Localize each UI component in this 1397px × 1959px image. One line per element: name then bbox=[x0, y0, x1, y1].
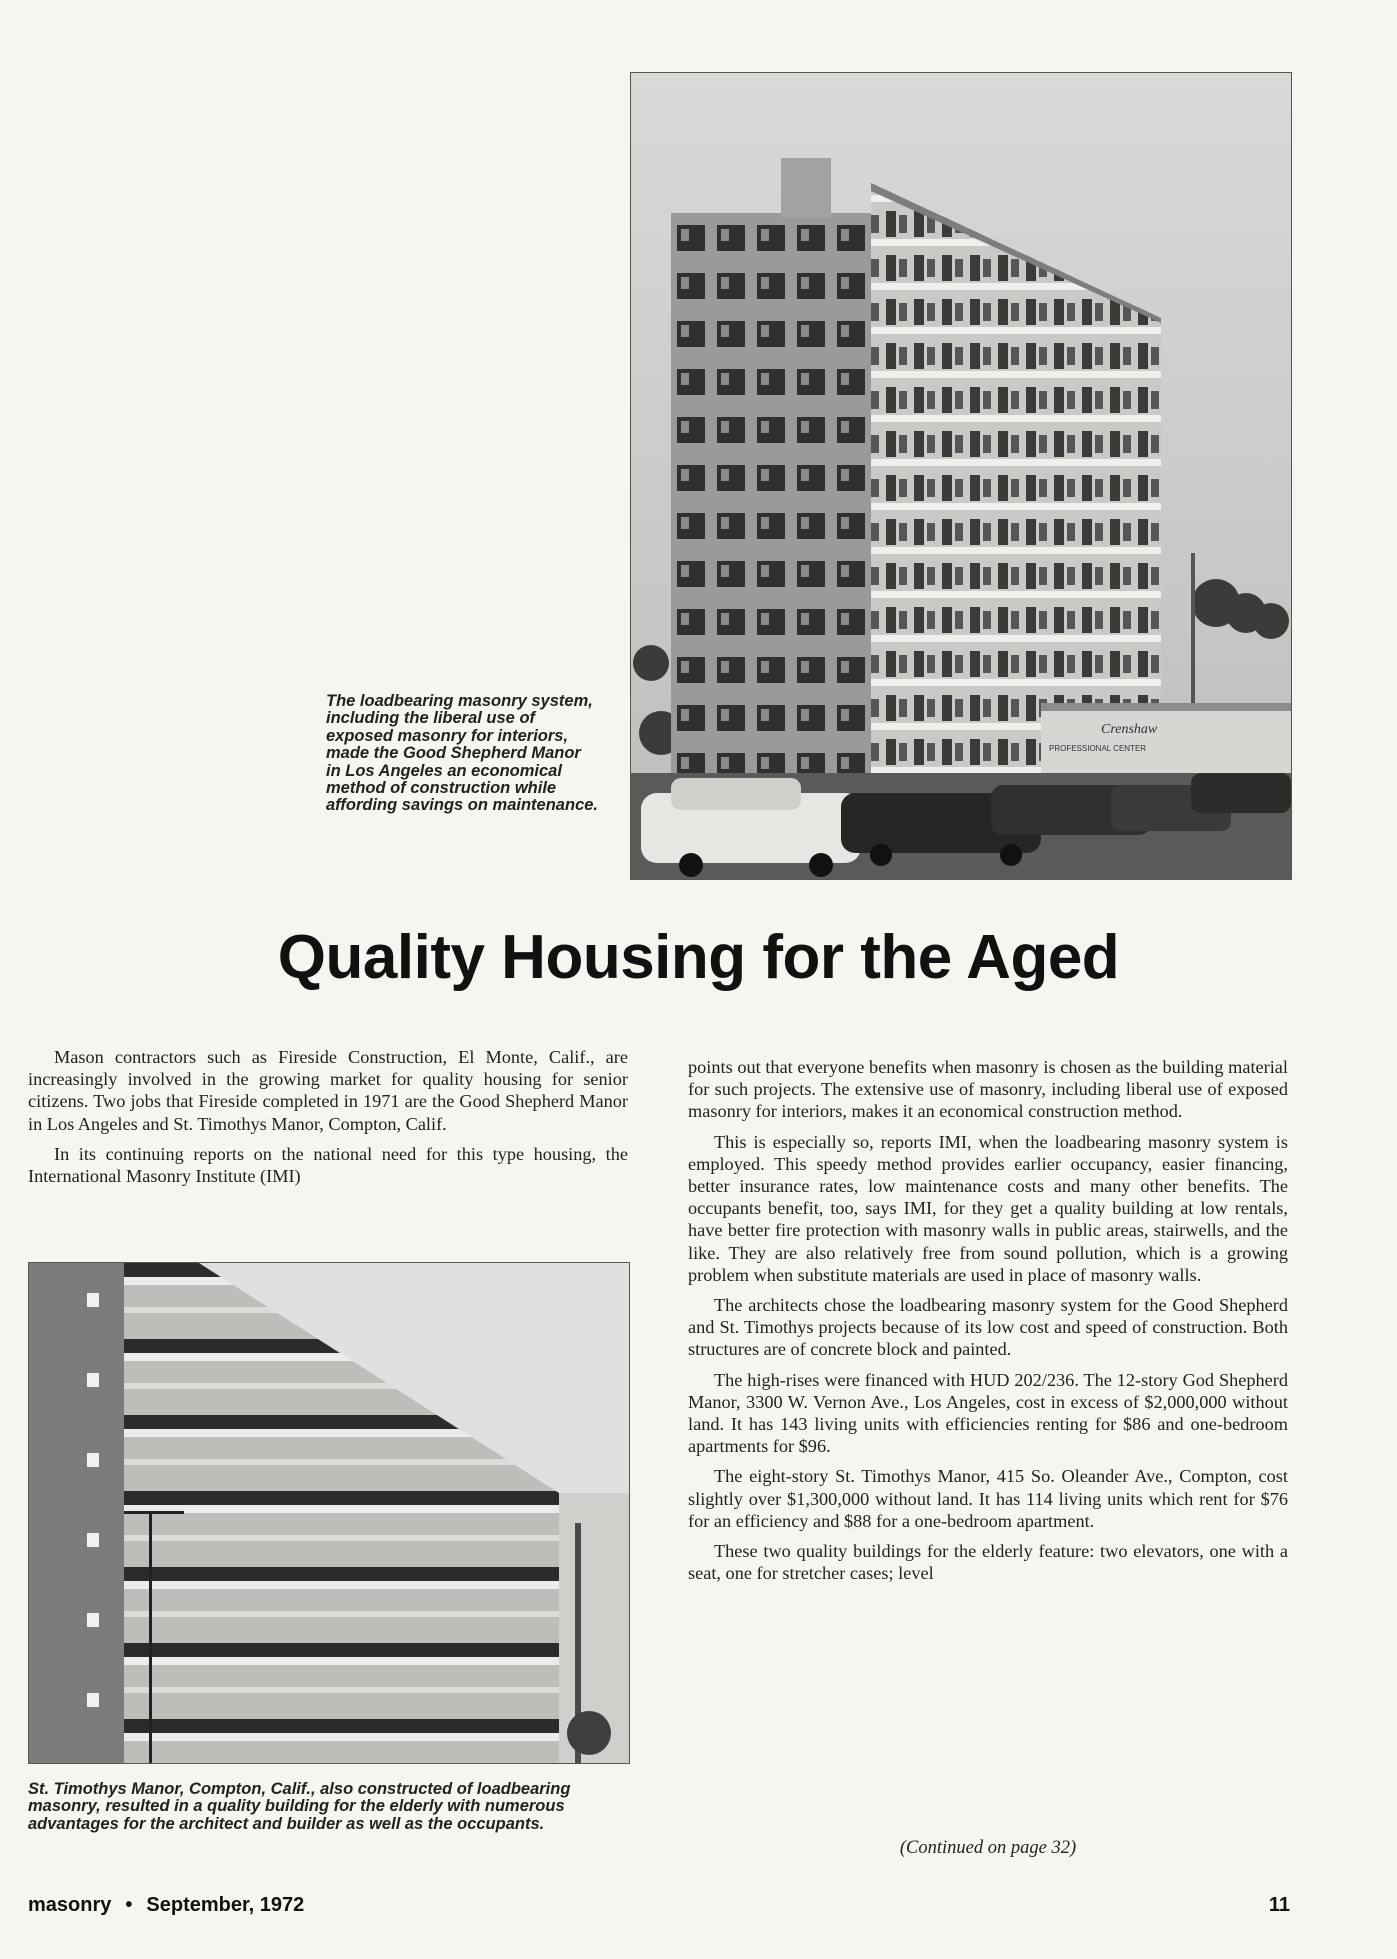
paragraph: The eight-story St. Timothys Manor, 415 So. Oleander Ave., Compton, cost slightly over $1,300,000 without land. It has 114 living units which rent for $76 for an efficiency and $88 for a one-bedroom apartment. bbox=[688, 1466, 1288, 1531]
left-column bbox=[28, 1046, 628, 1195]
paragraph: The high-rises were financed with HUD 202/236. The 12-story God Shepherd Manor, 3300 W. Vernon Ave., Los Angeles, cost in excess of $2,000,000 without land. It has 143 living units with efficiencies renting for $86 and one-bedroom apartments for $96. bbox=[688, 1369, 1288, 1457]
right-column bbox=[688, 1056, 1288, 1592]
paragraph: In its continuing reports on the national need for this type housing, the International Masonry Institute (IMI) bbox=[28, 1143, 628, 1187]
paragraph: This is especially so, reports IMI, when the loadbearing masonry system is employed. This speedy method provides earlier occupancy, easier financing, better insurance rates, low maintenance costs and many other benefits. The occupants benefit, too, says IMI, for they get a quality building at low rentals, have better fire protection with masonry walls in public areas, stairwells, and the like. They are also relatively free from sound pollution, which is a growing problem when substitute materials are used in place of masonry walls. bbox=[688, 1131, 1288, 1285]
bottom-photo-caption: St. Timothys Manor, Compton, Calif., also constructed of loadbearing masonry, resulted in a quality building for the elderly with numerous advantages for the architect and builder as well as the occupants. bbox=[28, 1780, 571, 1833]
good-shepherd-manor-image bbox=[631, 73, 1291, 879]
footer-bullet: • bbox=[125, 1894, 133, 1916]
magazine-name: masonry bbox=[28, 1894, 112, 1916]
good-shepherd-manor-photo bbox=[630, 72, 1292, 880]
sign-text: Crenshaw bbox=[1101, 722, 1158, 737]
st-timothys-manor-photo bbox=[28, 1262, 630, 1764]
page-number: 11 bbox=[1268, 1894, 1290, 1916]
top-photo-caption: The loadbearing masonry system, including the liberal use of exposed masonry for interiors, made the Good Shepherd Manor in Los Angeles an economical method of construction while affording savings on maintenance. bbox=[326, 692, 599, 815]
article-headline: Quality Housing for the Aged bbox=[277, 923, 1120, 992]
page-footer bbox=[28, 1894, 1290, 1924]
paragraph: Mason contractors such as Fireside Construction, El Monte, Calif., are increasingly involved in the growing market for quality housing for senior citizens. Two jobs that Fireside completed in 1971 are the Good Shepherd Manor in Los Angeles and St. Timothys Manor, Compton, Calif. bbox=[28, 1047, 628, 1134]
paragraph: These two quality buildings for the elderly feature: two elevators, one with a seat, one for stretcher cases; level bbox=[688, 1541, 1288, 1584]
paragraph: points out that everyone benefits when masonry is chosen as the building material for such projects. The extensive use of masonry, including liberal use of exposed masonry for interiors, makes it an economical construction method. bbox=[688, 1057, 1288, 1122]
footer-left bbox=[28, 1894, 304, 1917]
paragraph: The architects chose the loadbearing masonry system for the Good Shepherd and St. Timothys projects because of its low cost and speed of construction. Both structures are of concrete block and painted. bbox=[688, 1295, 1288, 1360]
continued-note: (Continued on page 32) bbox=[899, 1838, 1077, 1858]
issue-date: September, 1972 bbox=[146, 1894, 305, 1916]
st-timothys-manor-image bbox=[29, 1263, 629, 1763]
sign-subtext: PROFESSIONAL CENTER bbox=[1049, 744, 1147, 753]
